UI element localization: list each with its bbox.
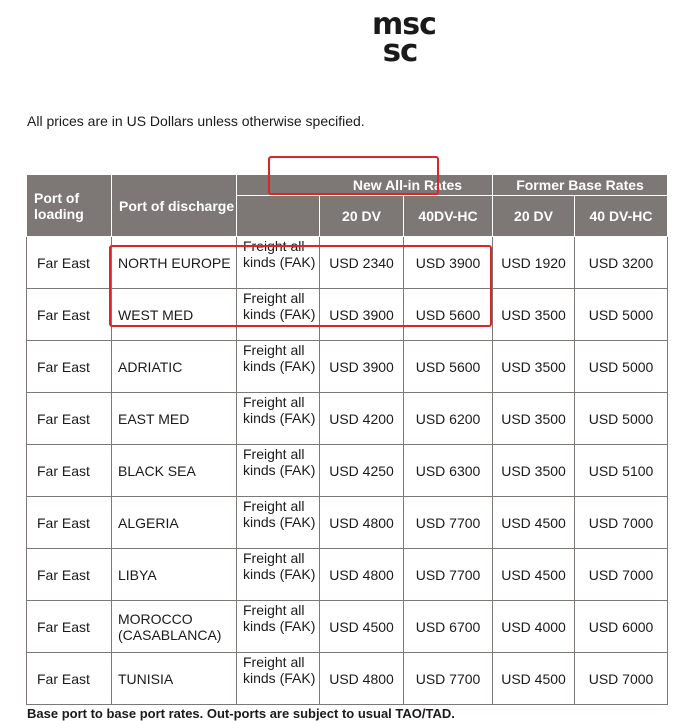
port-of-discharge-cell: EAST MED xyxy=(112,393,237,445)
former-40dvhc-cell: USD 7000 xyxy=(575,549,668,601)
table-row xyxy=(27,445,668,497)
table-row xyxy=(27,341,668,393)
header-new-40dvhc: 40DV-HC xyxy=(404,196,493,237)
header-cargo-type xyxy=(237,196,320,237)
port-of-loading-cell: Far East xyxy=(27,341,112,393)
port-of-loading-cell: Far East xyxy=(27,445,112,497)
port-of-loading-cell: Far East xyxy=(27,393,112,445)
msc-logo xyxy=(372,7,436,69)
port-of-discharge-cell: WEST MED xyxy=(112,289,237,341)
former-20dv-cell: USD 3500 xyxy=(493,393,575,445)
header-port-of-discharge: Port of discharge xyxy=(112,175,237,237)
new-40dvhc-cell: USD 3900 xyxy=(404,237,493,289)
cargo-type-cell: Freight all kinds (FAK) xyxy=(237,393,320,445)
port-of-discharge-cell: ADRIATIC xyxy=(112,341,237,393)
header-former-40dvhc: 40 DV-HC xyxy=(575,196,668,237)
port-of-loading-cell: Far East xyxy=(27,601,112,653)
header-port-of-loading: Port of loading xyxy=(27,175,112,237)
former-40dvhc-cell: USD 3200 xyxy=(575,237,668,289)
new-20dv-cell: USD 3900 xyxy=(320,289,404,341)
highlight-new-rates-header xyxy=(268,156,439,195)
new-20dv-cell: USD 2340 xyxy=(320,237,404,289)
former-20dv-cell: USD 4000 xyxy=(493,601,575,653)
footer-note: Base port to base port rates. Out-ports are subject to usual TAO/TAD. xyxy=(27,706,455,721)
cargo-type-cell: Freight all kinds (FAK) xyxy=(237,237,320,289)
port-of-discharge-cell: TUNISIA xyxy=(112,653,237,705)
logo-line-2: sc xyxy=(382,33,418,69)
new-20dv-cell: USD 4500 xyxy=(320,601,404,653)
cargo-type-cell: Freight all kinds (FAK) xyxy=(237,289,320,341)
cargo-type-cell: Freight all kinds (FAK) xyxy=(237,497,320,549)
former-40dvhc-cell: USD 7000 xyxy=(575,497,668,549)
port-of-loading-cell: Far East xyxy=(27,289,112,341)
new-40dvhc-cell: USD 6300 xyxy=(404,445,493,497)
port-of-discharge-cell: MOROCCO (CASABLANCA) xyxy=(112,601,237,653)
table-row xyxy=(27,549,668,601)
former-40dvhc-cell: USD 5000 xyxy=(575,341,668,393)
former-40dvhc-cell: USD 5000 xyxy=(575,289,668,341)
highlight-rows-box xyxy=(109,245,492,327)
former-20dv-cell: USD 3500 xyxy=(493,341,575,393)
new-40dvhc-cell: USD 7700 xyxy=(404,549,493,601)
cargo-type-cell: Freight all kinds (FAK) xyxy=(237,653,320,705)
new-40dvhc-cell: USD 5600 xyxy=(404,289,493,341)
port-of-loading-cell: Far East xyxy=(27,237,112,289)
cargo-type-cell: Freight all kinds (FAK) xyxy=(237,445,320,497)
new-40dvhc-cell: USD 7700 xyxy=(404,653,493,705)
new-20dv-cell: USD 4800 xyxy=(320,653,404,705)
former-20dv-cell: USD 1920 xyxy=(493,237,575,289)
port-of-discharge-cell: NORTH EUROPE xyxy=(112,237,237,289)
table-row xyxy=(27,653,668,705)
port-of-discharge-cell: LIBYA xyxy=(112,549,237,601)
new-20dv-cell: USD 4800 xyxy=(320,549,404,601)
cargo-type-cell: Freight all kinds (FAK) xyxy=(237,601,320,653)
former-40dvhc-cell: USD 5100 xyxy=(575,445,668,497)
header-new-20dv: 20 DV xyxy=(320,196,404,237)
new-40dvhc-cell: USD 6200 xyxy=(404,393,493,445)
former-40dvhc-cell: USD 5000 xyxy=(575,393,668,445)
new-40dvhc-cell: USD 5600 xyxy=(404,341,493,393)
currency-note: All prices are in US Dollars unless otherwise specified. xyxy=(27,113,365,129)
table-row xyxy=(27,393,668,445)
port-of-discharge-cell: BLACK SEA xyxy=(112,445,237,497)
former-20dv-cell: USD 4500 xyxy=(493,549,575,601)
table-row xyxy=(27,497,668,549)
new-40dvhc-cell: USD 6700 xyxy=(404,601,493,653)
new-40dvhc-cell: USD 7700 xyxy=(404,497,493,549)
table-row xyxy=(27,601,668,653)
new-20dv-cell: USD 3900 xyxy=(320,341,404,393)
cargo-type-cell: Freight all kinds (FAK) xyxy=(237,341,320,393)
new-20dv-cell: USD 4800 xyxy=(320,497,404,549)
header-former-20dv: 20 DV xyxy=(493,196,575,237)
header-former-base-rates: Former Base Rates xyxy=(493,175,668,196)
new-20dv-cell: USD 4250 xyxy=(320,445,404,497)
former-20dv-cell: USD 4500 xyxy=(493,653,575,705)
port-of-loading-cell: Far East xyxy=(27,549,112,601)
former-20dv-cell: USD 3500 xyxy=(493,445,575,497)
logo-line-1: msc xyxy=(372,7,436,42)
port-of-discharge-cell: ALGERIA xyxy=(112,497,237,549)
cargo-type-cell: Freight all kinds (FAK) xyxy=(237,549,320,601)
port-of-loading-cell: Far East xyxy=(27,497,112,549)
header-new-all-in-rates: New All-in Rates xyxy=(237,175,493,196)
former-40dvhc-cell: USD 6000 xyxy=(575,601,668,653)
former-40dvhc-cell: USD 7000 xyxy=(575,653,668,705)
former-20dv-cell: USD 3500 xyxy=(493,289,575,341)
former-20dv-cell: USD 4500 xyxy=(493,497,575,549)
new-20dv-cell: USD 4200 xyxy=(320,393,404,445)
port-of-loading-cell: Far East xyxy=(27,653,112,705)
